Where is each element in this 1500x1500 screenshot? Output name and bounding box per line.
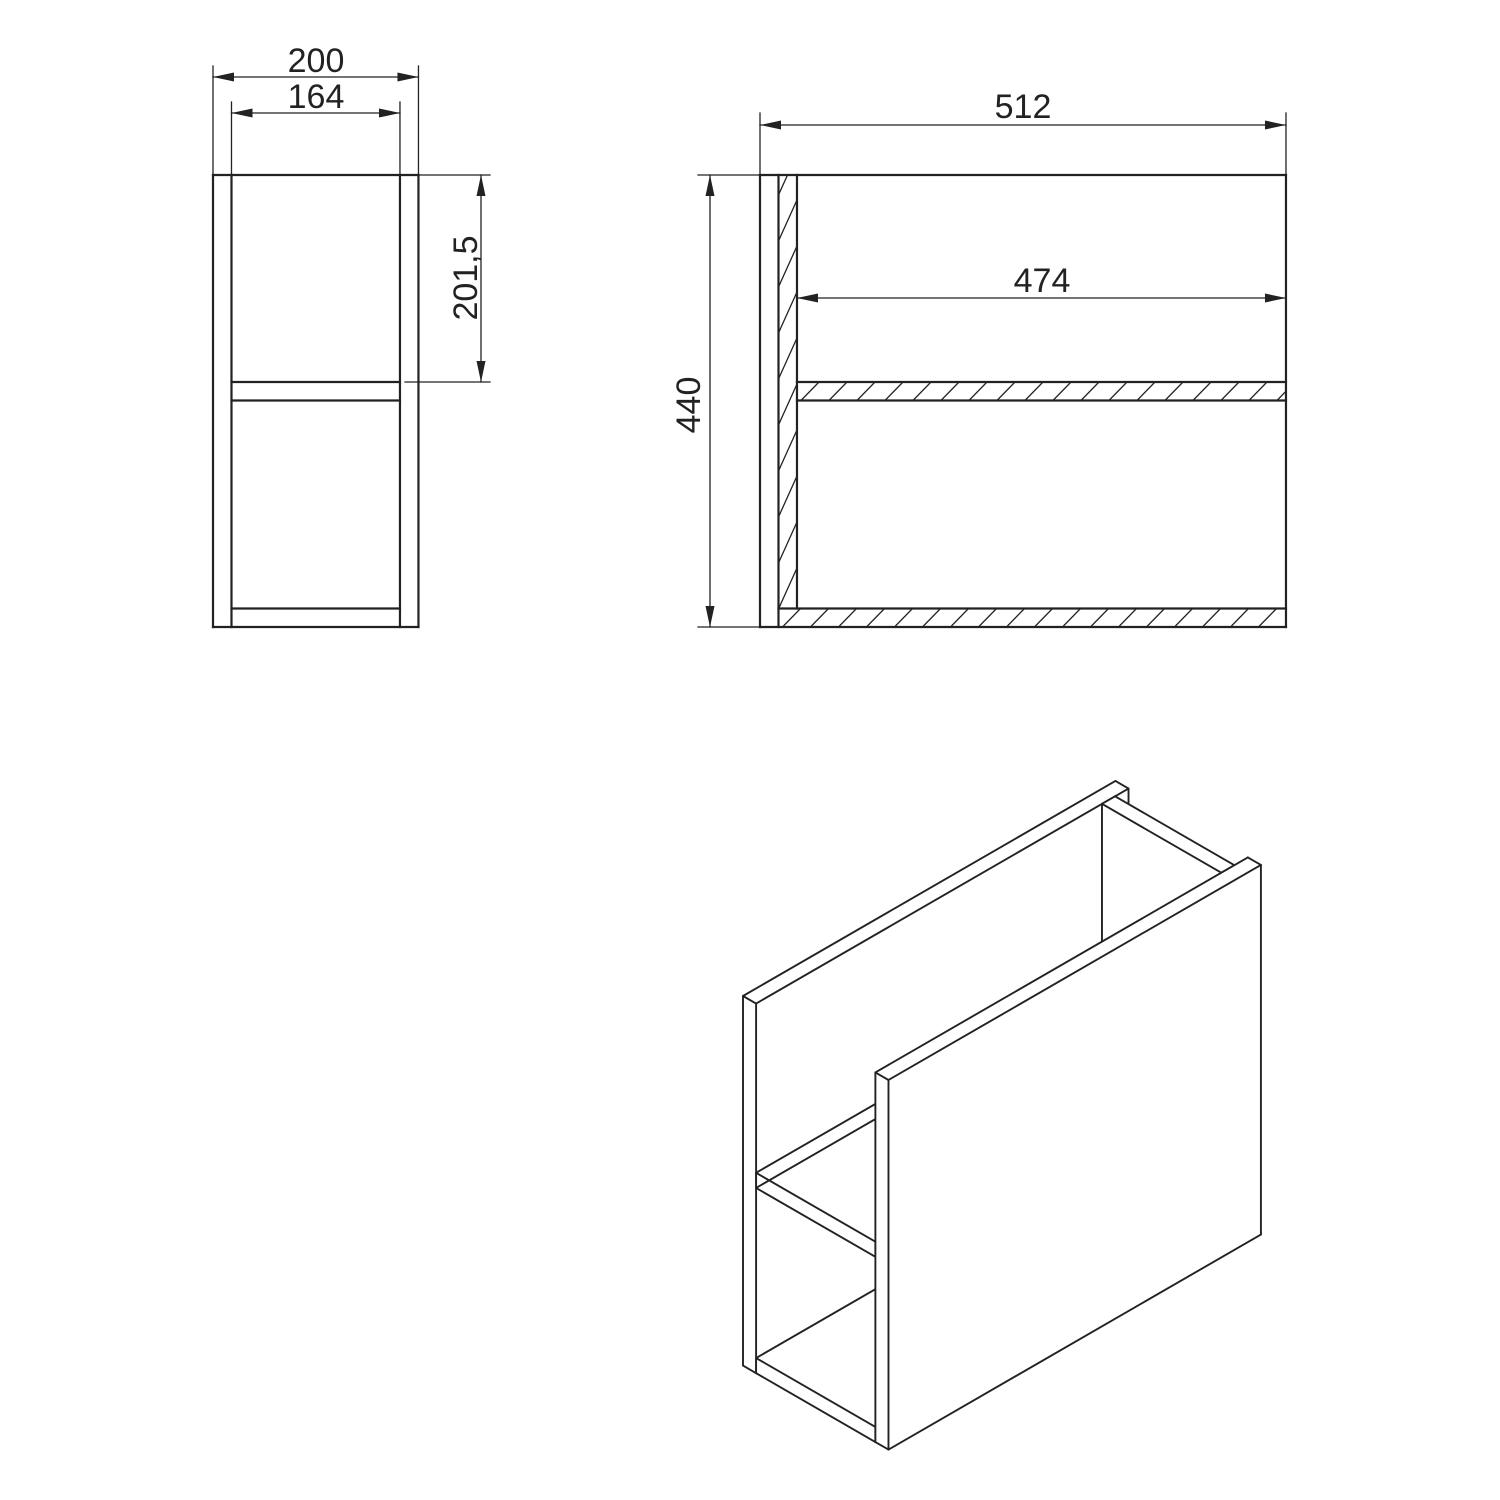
dim-label-side-height: 440 bbox=[670, 376, 708, 434]
dim-label-front-inner-width: 164 bbox=[287, 78, 345, 116]
dim-label-side-outer-depth: 512 bbox=[994, 88, 1052, 126]
dim-label-side-inner-depth: 474 bbox=[1013, 262, 1071, 300]
dim-label-front-outer-width: 200 bbox=[287, 42, 345, 80]
dim-label-shelf-from-top: 201,5 bbox=[447, 235, 485, 321]
